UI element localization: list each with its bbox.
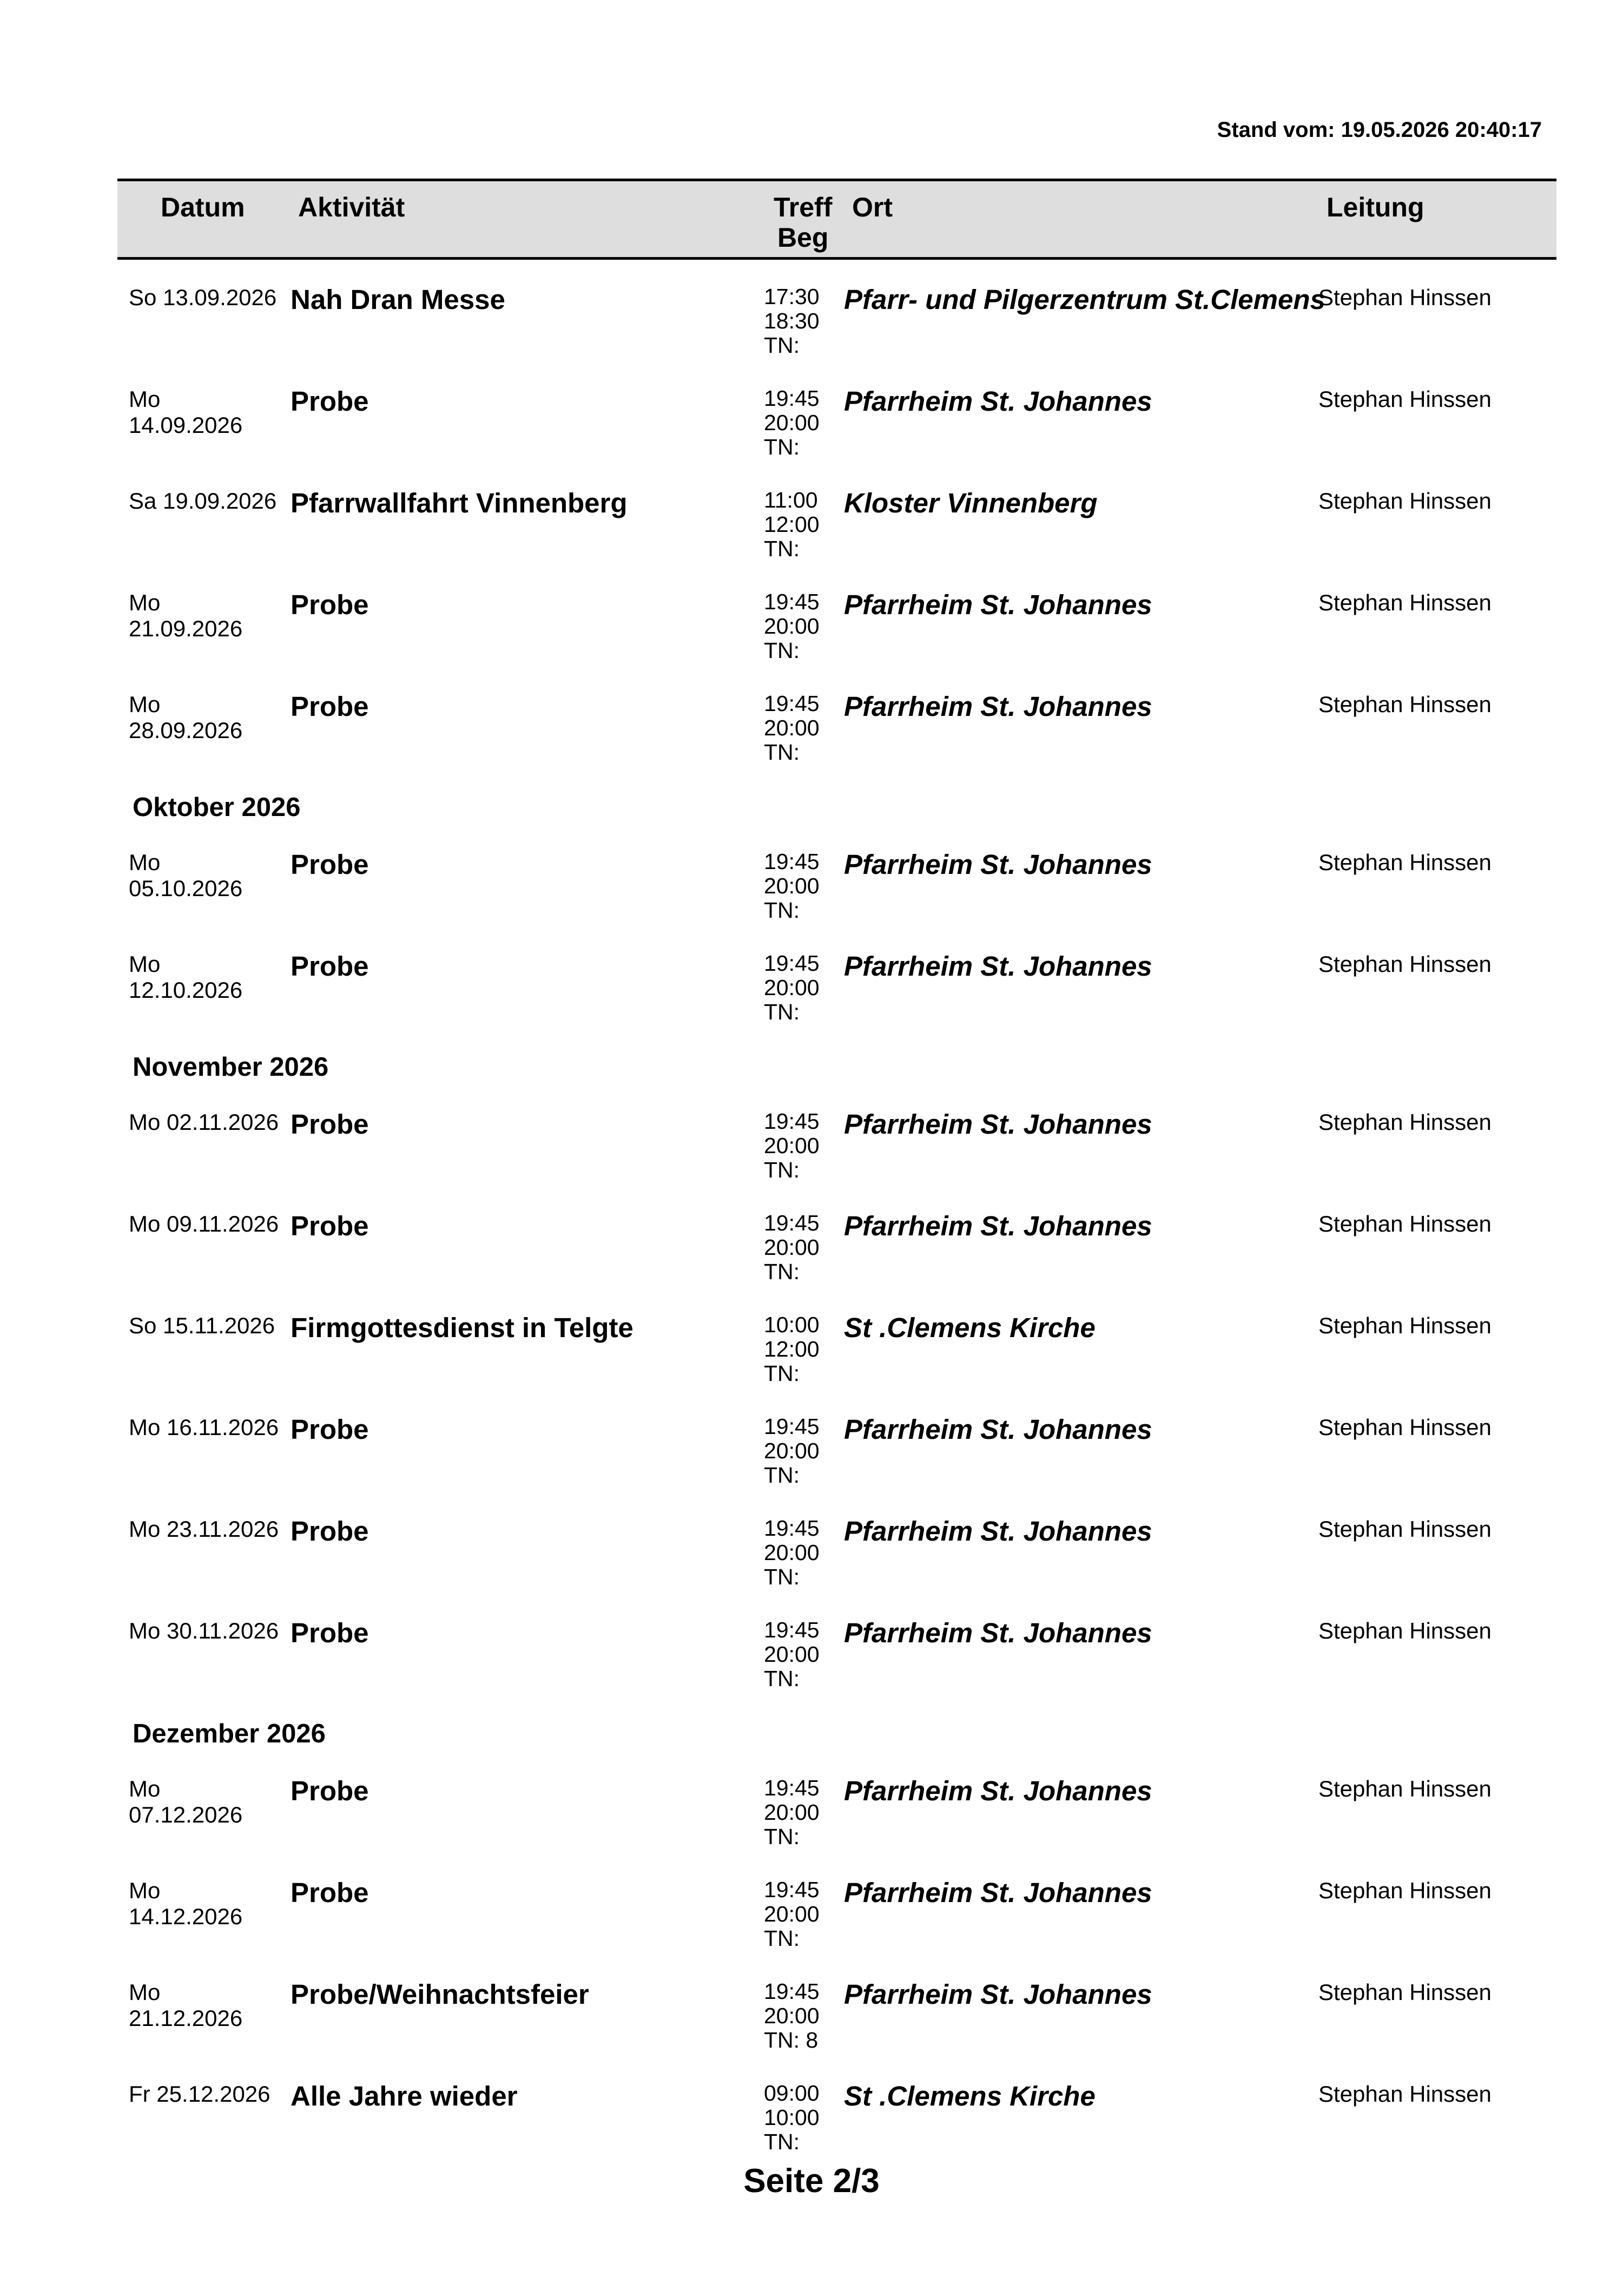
event-tn: TN: [764,1926,800,1951]
event-beg: 18:30 [764,308,820,333]
header-leitung: Leitung [1327,192,1424,222]
event-activity: Alle Jahre wieder [291,2081,518,2111]
event-times [764,1878,820,1951]
event-times [764,951,820,1024]
table-row [0,683,1623,785]
table-row [0,378,1623,479]
table-row [0,1304,1623,1406]
event-treff: 19:45 [764,1109,820,1134]
event-treff: 10:00 [764,1312,820,1337]
event-treff: 09:00 [764,2081,820,2106]
table-row [0,1406,1623,1508]
event-ort: Pfarrheim St. Johannes [844,951,1152,982]
event-beg: 12:00 [764,512,820,537]
event-activity: Probe [291,951,369,982]
table-row [0,1202,1623,1304]
table-row [0,943,1623,1044]
event-activity: Probe/Weihnachtsfeier [291,1979,589,2010]
event-beg: 20:00 [764,1540,820,1565]
event-ort: Kloster Vinnenberg [844,488,1098,518]
event-leitung: Stephan Hinssen [1318,1878,1492,1903]
event-leitung: Stephan Hinssen [1318,1618,1492,1643]
event-times [764,850,820,923]
table-row [0,1767,1623,1869]
event-times [764,386,820,459]
event-times [764,2081,820,2154]
event-times [764,1211,820,1284]
event-beg: 20:00 [764,1133,820,1158]
stand-timestamp: Stand vom: 19.05.2026 20:40:17 [1217,118,1542,142]
event-tn: TN: [764,1666,800,1691]
event-treff: 17:30 [764,284,820,309]
event-treff: 19:45 [764,1211,820,1235]
event-date: Sa 19.09.2026 [129,488,277,514]
event-activity: Probe [291,1775,369,1806]
event-leitung: Stephan Hinssen [1318,285,1492,310]
event-tn: TN: [764,1824,800,1849]
event-treff: 19:45 [764,1414,820,1439]
event-leitung: Stephan Hinssen [1318,1211,1492,1236]
event-ort: Pfarrheim St. Johannes [844,589,1152,620]
table-row [0,1508,1623,1609]
event-ort: Pfarrheim St. Johannes [844,1414,1152,1445]
event-activity: Probe [291,589,369,620]
event-date: Mo 21.09.2026 [129,590,243,641]
event-activity: Pfarrwallfahrt Vinnenberg [291,488,628,518]
event-tn: TN: [764,740,800,765]
table-row [0,841,1623,943]
page-number: Seite 2/3 [743,2162,880,2200]
event-beg: 20:00 [764,1235,820,1260]
event-activity: Probe [291,386,369,417]
event-leitung: Stephan Hinssen [1318,488,1492,514]
event-beg: 20:00 [764,1800,820,1825]
header-beg: Beg [777,222,829,253]
event-tn: TN: [764,1259,800,1284]
month-label: Dezember 2026 [133,1719,326,1748]
event-tn: TN: [764,333,800,358]
event-leitung: Stephan Hinssen [1318,386,1492,412]
event-activity: Probe [291,1877,369,1908]
event-beg: 20:00 [764,614,820,639]
event-beg: 12:00 [764,1337,820,1361]
event-treff: 19:45 [764,1979,820,2004]
event-leitung: Stephan Hinssen [1318,1109,1492,1135]
event-leitung: Stephan Hinssen [1318,692,1492,717]
event-beg: 20:00 [764,1642,820,1667]
event-ort: Pfarrheim St. Johannes [844,1775,1152,1806]
event-date: Mo 30.11.2026 [129,1618,279,1643]
event-date: Mo 16.11.2026 [129,1415,279,1440]
event-treff: 19:45 [764,1775,820,1800]
event-ort: Pfarrheim St. Johannes [844,1979,1152,2010]
event-tn: TN: [764,2129,800,2154]
event-beg: 10:00 [764,2105,820,2130]
event-date: Mo 14.12.2026 [129,1878,243,1929]
event-activity: Firmgottesdienst in Telgte [291,1312,634,1343]
event-tn: TN: [764,1157,800,1182]
event-leitung: Stephan Hinssen [1318,1415,1492,1440]
event-treff: 19:45 [764,849,820,874]
event-tn: TN: [764,1564,800,1589]
event-treff: 19:45 [764,1617,820,1642]
event-tn: TN: [764,1463,800,1488]
event-activity: Probe [291,849,369,880]
header-ort: Ort [852,192,893,222]
event-beg: 20:00 [764,2003,820,2028]
event-times [764,1618,820,1691]
event-leitung: Stephan Hinssen [1318,951,1492,977]
event-ort: St .Clemens Kirche [844,2081,1096,2111]
event-ort: St .Clemens Kirche [844,1312,1096,1343]
event-date: Mo 12.10.2026 [129,951,243,1003]
event-ort: Pfarrheim St. Johannes [844,1516,1152,1547]
event-ort: Pfarrheim St. Johannes [844,1877,1152,1908]
event-treff: 19:45 [764,951,820,976]
event-tn: TN: [764,1361,800,1386]
event-activity: Probe [291,1211,369,1241]
event-beg: 20:00 [764,715,820,740]
event-beg: 20:00 [764,1902,820,1926]
event-times [764,692,820,765]
event-activity: Probe [291,1617,369,1648]
event-date: Mo 07.12.2026 [129,1776,243,1827]
event-ort: Pfarrheim St. Johannes [844,849,1152,880]
event-times [764,1109,820,1182]
event-date: Mo 05.10.2026 [129,850,243,901]
table-row [0,479,1623,581]
month-label: Oktober 2026 [133,793,301,822]
event-ort: Pfarrheim St. Johannes [844,1211,1152,1241]
event-leitung: Stephan Hinssen [1318,590,1492,615]
event-treff: 19:45 [764,1516,820,1541]
table-row [0,1609,1623,1711]
table-row [0,2073,1623,2174]
event-ort: Pfarrheim St. Johannes [844,386,1152,417]
event-tn: TN: [764,435,800,459]
month-label: November 2026 [133,1052,329,1082]
table-row [0,276,1623,378]
event-times [764,488,820,561]
event-leitung: Stephan Hinssen [1318,850,1492,875]
event-tn: TN: 8 [764,2028,819,2052]
table-row [0,1971,1623,2073]
event-date: Mo 21.12.2026 [129,1979,243,2031]
event-date: Fr 25.12.2026 [129,2081,270,2107]
event-tn: TN: [764,898,800,923]
event-ort: Pfarrheim St. Johannes [844,691,1152,722]
event-treff: 19:45 [764,1877,820,1902]
table-header [117,179,1556,260]
schedule-table-body [0,276,1623,2174]
event-date: Mo 09.11.2026 [129,1211,279,1236]
event-activity: Probe [291,1414,369,1445]
event-ort: Pfarrheim St. Johannes [844,1617,1152,1648]
event-tn: TN: [764,999,800,1024]
event-tn: TN: [764,536,800,561]
event-activity: Probe [291,1516,369,1547]
table-row [0,1869,1623,1971]
month-heading [0,1044,1623,1101]
header-datum: Datum [161,192,245,222]
event-times [764,1415,820,1488]
header-treff: Treff [774,192,833,222]
event-treff: 19:45 [764,589,820,614]
event-leitung: Stephan Hinssen [1318,1776,1492,1801]
event-times [764,590,820,663]
event-treff: 19:45 [764,691,820,716]
event-times [764,285,820,358]
event-ort: Pfarr- und Pilgerzentrum St.Clemens [844,284,1325,315]
event-times [764,1979,820,2052]
event-beg: 20:00 [764,1438,820,1463]
event-date: Mo 14.09.2026 [129,386,243,438]
event-leitung: Stephan Hinssen [1318,1313,1492,1338]
event-date: Mo 28.09.2026 [129,692,243,743]
month-heading [0,785,1623,841]
event-tn: TN: [764,638,800,663]
header-treff-beg [774,192,832,253]
event-beg: 20:00 [764,975,820,1000]
event-date: Mo 02.11.2026 [129,1109,279,1135]
event-treff: 19:45 [764,386,820,411]
table-row [0,581,1623,683]
event-date: So 13.09.2026 [129,285,277,310]
event-leitung: Stephan Hinssen [1318,1979,1492,2005]
event-leitung: Stephan Hinssen [1318,1516,1492,1542]
event-ort: Pfarrheim St. Johannes [844,1109,1152,1140]
event-activity: Nah Dran Messe [291,284,505,315]
header-aktivitaet: Aktivität [298,192,405,222]
event-beg: 20:00 [764,873,820,898]
month-heading [0,1711,1623,1767]
event-date: So 15.11.2026 [129,1313,275,1338]
event-activity: Probe [291,1109,369,1140]
table-row [0,1101,1623,1202]
event-times [764,1776,820,1849]
event-date: Mo 23.11.2026 [129,1516,279,1542]
event-treff: 11:00 [764,488,818,512]
event-times [764,1516,820,1589]
event-times [764,1313,820,1386]
event-beg: 20:00 [764,410,820,435]
event-leitung: Stephan Hinssen [1318,2081,1492,2107]
event-activity: Probe [291,691,369,722]
